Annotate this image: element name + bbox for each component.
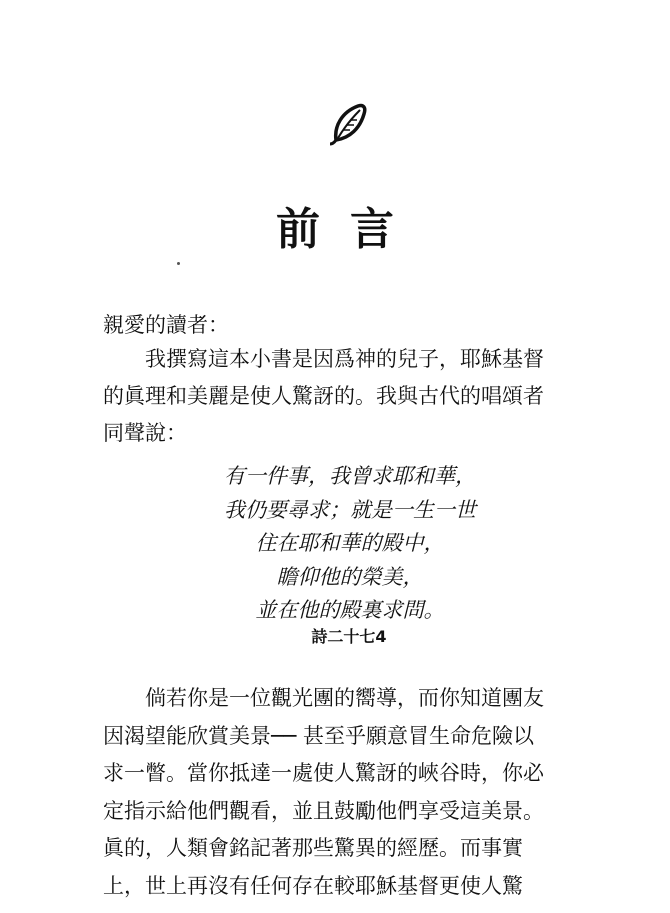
page-title: 前言 bbox=[276, 204, 424, 255]
body-line: 上，世上再沒有任何存在較耶穌基督更使人驚 bbox=[103, 873, 523, 898]
quote-line: 住在耶和華的殿中， bbox=[255, 531, 445, 555]
leaf-icon bbox=[326, 100, 370, 148]
scripture-quote bbox=[0, 460, 670, 628]
intro-paragraph bbox=[103, 341, 623, 452]
greeting: 親愛的讀者： bbox=[103, 313, 229, 337]
body-line: 定指示給他們觀看，並且鼓勵他們享受這美景。 bbox=[103, 798, 544, 823]
body-line: 倘若你是一位觀光團的嚮導，而你知道團友 bbox=[103, 686, 544, 710]
quote-line: 瞻仰他的榮美， bbox=[276, 564, 424, 589]
speck-mark bbox=[177, 262, 180, 265]
body-line: 求一瞥。當你抵達一處使人驚訝的峽谷時，你必 bbox=[103, 761, 544, 785]
intro-line: 同聲說： bbox=[103, 421, 187, 445]
intro-line: 我撰寫這本小書是因爲神的兒子，耶穌基督 bbox=[103, 347, 544, 371]
quote-reference: 詩二十七4 bbox=[311, 627, 387, 646]
intro-line: 的眞理和美麗是使人驚訝的。我與古代的唱頌者 bbox=[103, 384, 544, 408]
quote-line: 有一件事，我曾求耶和華， bbox=[224, 464, 476, 488]
body-line: 因渴望能欣賞美景── 甚至乎願意冒生命危險以 bbox=[103, 723, 534, 748]
body-line: 眞的，人類會銘記著那些驚異的經歷。而事實 bbox=[103, 836, 523, 860]
quote-line: 並在他的殿裏求問。 bbox=[255, 598, 445, 622]
quote-line: 我仍要尋求；就是一生一世 bbox=[224, 497, 476, 522]
body-paragraph bbox=[103, 680, 623, 905]
